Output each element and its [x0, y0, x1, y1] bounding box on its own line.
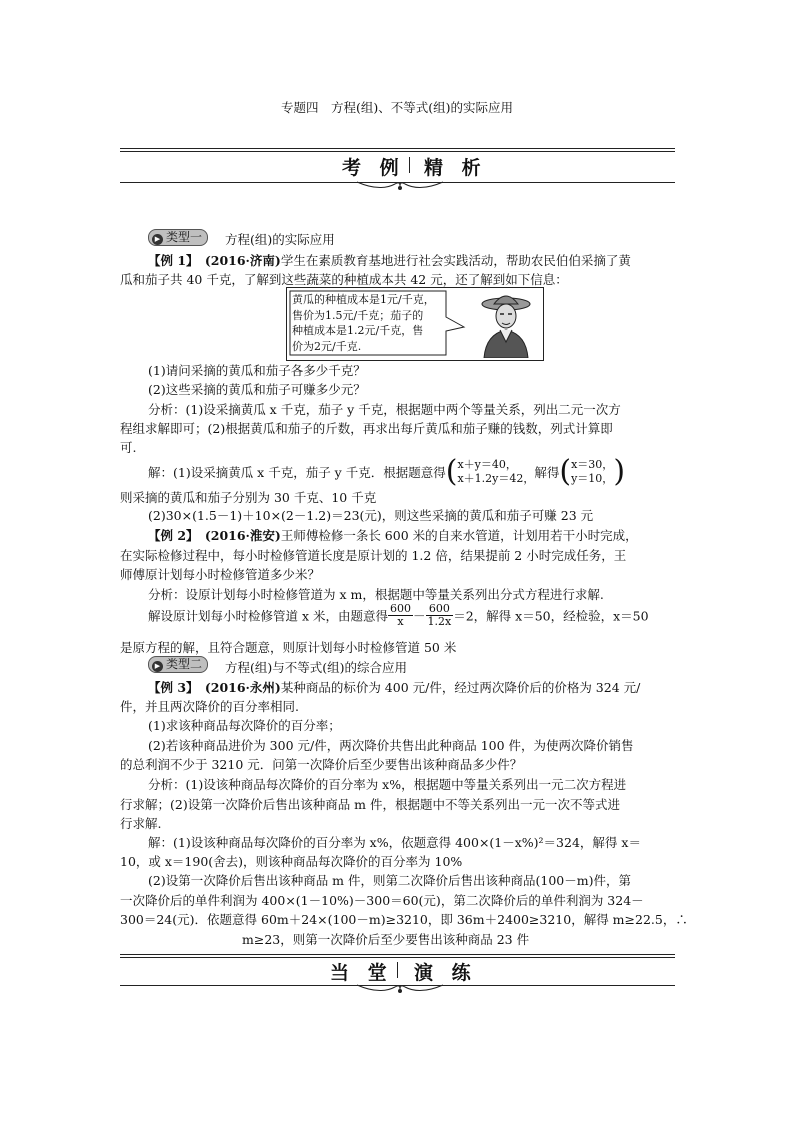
example-source: (2016·济南)	[204, 253, 281, 268]
example-1-analysis-3: 可.	[120, 440, 137, 455]
example-label: 【例 2】	[148, 528, 193, 543]
callout-text	[292, 292, 442, 354]
example-text: 某种商品的标价为 400 元/件，经过两次降价后的价格为 324 元/	[280, 680, 641, 695]
example-text: 王师傅检修一条长 600 米的自来水管道，计划用若干小时完成，	[280, 528, 638, 543]
example-3-line-2: 件，并且两次降价的百分率相同.	[120, 699, 299, 714]
example-2-line-1	[148, 526, 638, 544]
example-1-analysis-1: 分析：(1)设采摘黄瓜 x 千克，茄子 y 千克，根据题中两个等量关系，列出二元一次方	[148, 402, 621, 417]
type-title-1: 方程(组)的实际应用	[225, 232, 335, 247]
example-3-line-1	[148, 678, 640, 696]
left-brace: (	[559, 454, 572, 489]
banner-divider	[397, 962, 398, 978]
example-3-analysis-2: 行求解；(2)设第一次降价后售出该种商品 m 件，根据题中不等关系列出一元一次不等式进	[120, 797, 621, 812]
example-1-line-2: 瓜和茄子共 40 千克，了解到这些蔬菜的种植成本共 42 元，还了解到如下信息：	[120, 272, 568, 287]
type-tag-1	[148, 229, 208, 246]
example-3-analysis-1: 分析：(1)设该种商品每次降价的百分率为 x%，根据题中等量关系列出一元二次方程进	[148, 777, 627, 792]
type-tag-2	[148, 656, 208, 673]
fraction-2	[426, 603, 454, 628]
example-1-solution-3: (2)30×(1.5－1)＋10×(2－1.2)＝23(元)，则这些采摘的黄瓜和茄子可赚 23 元	[148, 508, 594, 523]
callout-line: 黄瓜的种植成本是1元/千克，	[292, 293, 435, 306]
example-3-question-1: (1)求该种商品每次降价的百分率；	[148, 718, 341, 733]
example-source: (2016·永州)	[204, 680, 281, 695]
example-2-analysis: 分析：设原计划每小时检修管道为 x m，根据题中等量关系列出分式方程进行求解.	[148, 587, 604, 602]
type-tag-label: 类型二	[166, 657, 203, 671]
banner-top-rule	[120, 148, 675, 152]
page-title: 专题四 方程(组)、不等式(组)的实际应用	[280, 100, 513, 115]
equation: x＝30，	[571, 458, 614, 471]
example-3-solution-2c: 300＝24(元)．依题意得 60m＋24×(100－m)≥3210，即 36m＋2400≥3210，解得 m≥22.5，∴	[120, 912, 688, 927]
example-3-solution-2d: m≥23，则第一次降价后至少要售出该种商品 23 件	[242, 932, 530, 947]
banner-ornament	[355, 981, 445, 997]
banner-left-text: 考 例	[342, 157, 405, 179]
example-3-solution-2a: (2)设第一次降价后售出该种商品 m 件，则第二次降价后售出该种商品(100－m)件，第	[148, 873, 631, 888]
example-3-question-2b: 的总利润不少于 3210 元．问第一次降价后至少要售出该种商品多少件？	[120, 757, 523, 772]
example-source: (2016·淮安)	[204, 528, 281, 543]
banner-ornament	[355, 178, 445, 194]
solution-text: 解得	[534, 465, 560, 480]
numerator: 600	[390, 602, 411, 615]
banner-right-text: 精 析	[424, 157, 487, 179]
farmer-illustration	[470, 290, 540, 358]
example-3-solution-1b: 10，或 x＝190(舍去)，则该种商品每次降价的百分率为 10%	[120, 854, 463, 869]
example-2-solution-2: 是原方程的解，且符合题意，则原计划每小时检修管道 50 米	[120, 640, 457, 655]
callout-line: 价为2元/千克.	[292, 339, 362, 353]
denominator: 1.2x	[427, 615, 452, 628]
solution-text: ＝2，解得 x＝50，经检验，x＝50	[453, 608, 649, 624]
solution-text: 解：(1)设采摘黄瓜 x 千克，茄子 y 千克．根据题意得	[148, 465, 446, 480]
equation: y＝10，	[571, 472, 614, 485]
example-label: 【例 3】	[148, 680, 193, 695]
equation-system-2	[571, 458, 613, 486]
example-1-solution-1	[148, 454, 626, 489]
banner-divider	[409, 157, 410, 173]
callout-line: 种植成本是1.2元/千克，售	[292, 324, 424, 337]
equation: x＋y＝40，	[457, 458, 517, 471]
right-brace: )	[613, 454, 626, 489]
example-2-line-2: 在实际检修过程中，每小时检修管道长度是原计划的 1.2 倍，结果提前 2 小时完成任务，王	[120, 548, 627, 563]
type-title-2: 方程(组)与不等式(组)的综合应用	[225, 660, 408, 675]
callout-line: 售价为1.5元/千克；茄子的	[292, 308, 424, 322]
example-1-analysis-2: 程组求解即可；(2)根据黄瓜和茄子的斤数，再求出每斤黄瓜和茄子赚的钱数，列式计算即	[120, 421, 613, 436]
play-icon: ▶	[152, 234, 163, 245]
left-brace: (	[445, 454, 458, 489]
type-tag-label: 类型一	[166, 230, 203, 244]
equation: x＋1.2y＝42，	[457, 472, 535, 485]
example-label: 【例 1】	[148, 253, 193, 268]
play-icon: ▶	[152, 661, 163, 672]
minus-sign: －	[413, 608, 426, 624]
example-1-line-1	[148, 251, 631, 269]
example-2-line-3: 师傅原计划每小时检修管道多少米？	[120, 567, 321, 582]
example-text: 学生在素质教育基地进行社会实践活动，帮助农民伯伯采摘了黄	[280, 253, 631, 268]
example-3-solution-1a: 解：(1)设该种商品每次降价的百分率为 x%，依题意得 400×(1－x%)²＝324，解得 x＝	[148, 835, 641, 850]
solution-text: 解设原计划每小时检修管道 x 米，由题意得	[148, 608, 388, 624]
example-1-solution-2: 则采摘的黄瓜和茄子分别为 30 千克、10 千克	[120, 490, 377, 505]
example-1-question-2: (2)这些采摘的黄瓜和茄子可赚多少元？	[148, 382, 366, 397]
example-3-solution-2b: 一次降价后的单件利润为 400×(1－10%)－300＝60(元)，第二次降价后的单件利润为 324－	[120, 893, 644, 908]
banner-left-text: 当 堂	[330, 962, 393, 984]
fraction-1	[388, 603, 413, 628]
example-3-analysis-3: 行求解.	[120, 816, 162, 831]
example-2-solution-1	[148, 603, 649, 635]
denominator: x	[397, 615, 404, 628]
example-1-question-1: (1)请问采摘的黄瓜和茄子各多少千克？	[148, 363, 366, 378]
equation-system-1	[457, 458, 534, 486]
banner-right-text: 演 练	[414, 962, 477, 984]
example-3-question-2a: (2)若该种商品进价为 300 元/件，两次降价共售出此种商品 100 件，为使两次降价销售	[148, 738, 634, 753]
numerator: 600	[426, 603, 454, 616]
banner-top-rule	[120, 954, 675, 958]
